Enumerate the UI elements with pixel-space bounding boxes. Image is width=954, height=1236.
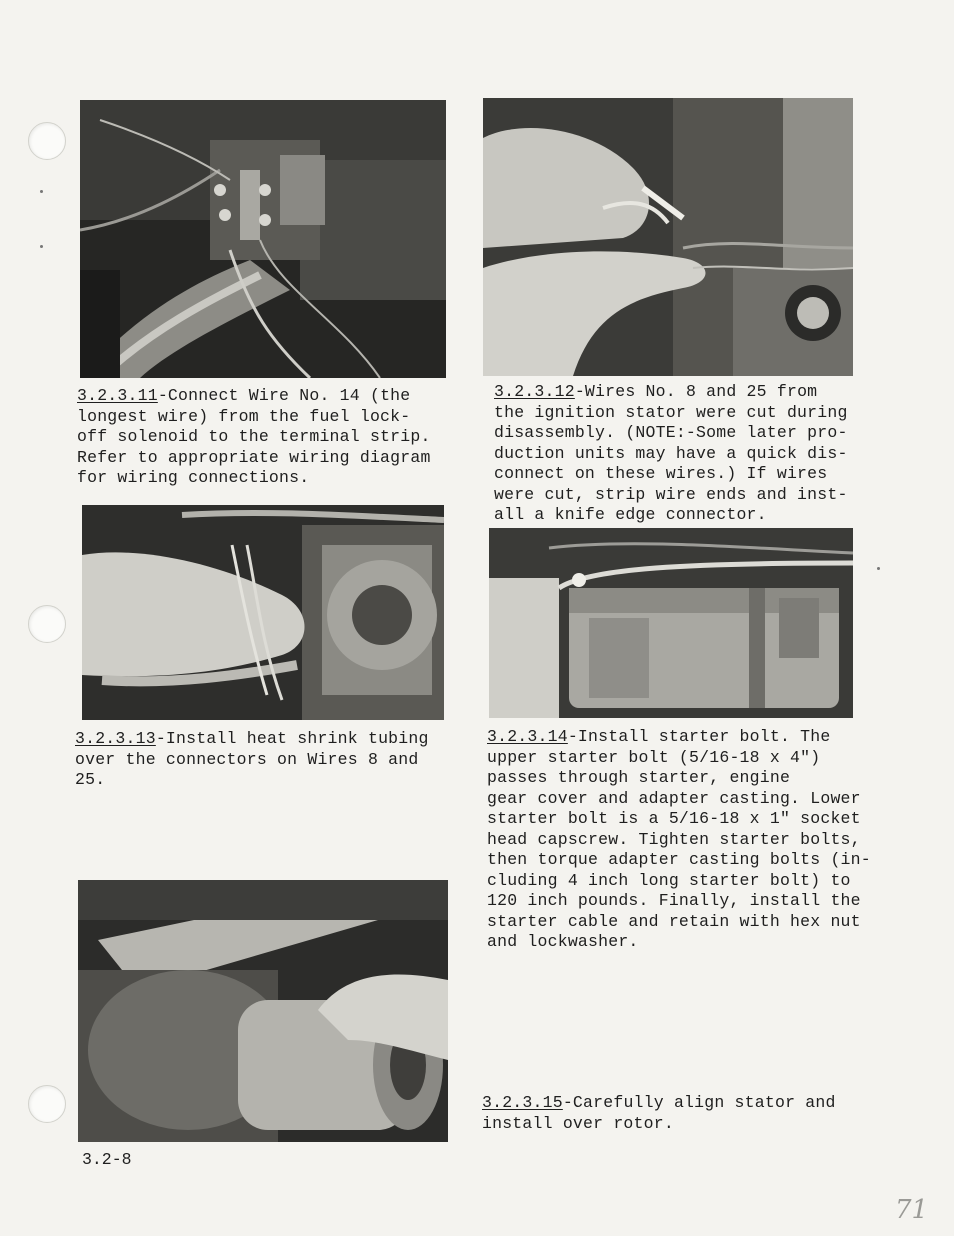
step-number: 3.2.3.13 (75, 729, 156, 748)
step-text: -Wires No. 8 and 25 from the ignition stator were cut during disassembly. (NOTE:-Some later pro- duction units may have a quick dis- connect on these wires.) If wires were cut, strip wire ends and inst- all a knife edge connector. (494, 382, 848, 524)
step-number: 3.2.3.14 (487, 727, 568, 746)
speck (40, 190, 43, 193)
step-text: -Install starter bolt. The upper starter bolt (5/16-18 x 4") passes through starter, engine gear cover and adapter casting. Lower starter bolt is a 5/16-18 x 1" socket head capscrew. Tighten starter bolts, then torque adapter casting bolts (in- cluding 4 inch long starter bolt) to 120 inch pounds. Finally, install the starter cable and retain with hex nut and lockwasher. (487, 727, 871, 951)
step-number: 3.2.3.11 (77, 386, 158, 405)
handwritten-page-mark: 71 (895, 1195, 929, 1225)
speck (877, 567, 880, 570)
photo-terminal-strip-wiring (80, 100, 446, 378)
step-3-2-3-12-caption (494, 382, 848, 526)
step-3-2-3-13-caption (75, 729, 429, 791)
step-number: 3.2.3.12 (494, 382, 575, 401)
binder-hole-top (28, 122, 66, 160)
step-3-2-3-15-caption (482, 1093, 836, 1134)
step-3-2-3-14-caption (487, 727, 871, 953)
step-text: -Carefully align stator and install over rotor. (482, 1093, 836, 1133)
step-3-2-3-11-caption (77, 386, 431, 489)
photo-heat-shrink-tubing (82, 505, 444, 720)
step-text: -Install heat shrink tubing over the connectors on Wires 8 and 25. (75, 729, 429, 789)
page-number: 3.2-8 (82, 1150, 132, 1169)
binder-hole-bottom (28, 1085, 66, 1123)
photo-hands-knife-edge-connector (483, 98, 853, 376)
photo-stator-alignment (78, 880, 448, 1142)
binder-hole-middle (28, 605, 66, 643)
step-text: -Connect Wire No. 14 (the longest wire) from the fuel lock- off solenoid to the terminal strip. Refer to appropriate wiring diagram for wiring connections. (77, 386, 431, 487)
photo-starter-motor (489, 528, 853, 718)
speck (40, 245, 43, 248)
step-number: 3.2.3.15 (482, 1093, 563, 1112)
